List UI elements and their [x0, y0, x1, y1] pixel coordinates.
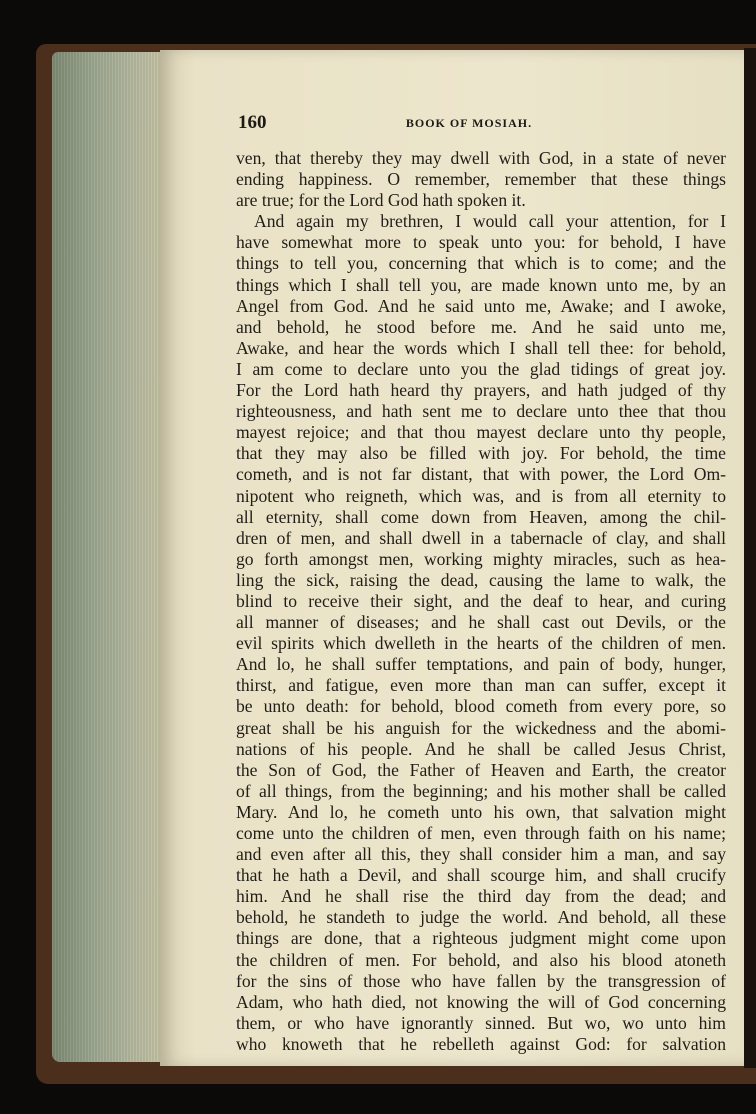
text-line: for the sins of those who have fallen by the transgression of — [236, 970, 726, 991]
text-line: nations of his people. And he shall be called Jesus Christ, — [236, 738, 726, 759]
running-head: BOOK OF MOSIAH. — [405, 116, 533, 130]
text-line: all manner of diseases; and he shall cast out Devils, or the — [236, 612, 726, 633]
text-line: Angel from God. And he said unto me, Awake; and I awoke, — [236, 295, 726, 316]
text-line: Awake, and hear the words which I shall tell thee: for behold, — [236, 337, 726, 358]
text-line: ling the sick, raising the dead, causing the lame to walk, the — [236, 569, 726, 590]
text-line: who knoweth that he rebelleth against God: for salvation — [236, 1033, 726, 1054]
page-edges — [52, 52, 164, 1062]
text-line: evil spirits which dwelleth in the hearts of the children of men. — [236, 633, 726, 654]
text-line: of all things, from the beginning; and his mother shall be called — [236, 780, 726, 801]
text-line: mayest rejoice; and that thou mayest declare unto thy people, — [236, 422, 726, 443]
text-line: things which I shall tell you, are made known unto me, by an — [236, 274, 726, 295]
text-line: great shall be his anguish for the wickedness and the abomi- — [236, 717, 726, 738]
text-line: things to tell you, concerning that which is to come; and the — [236, 253, 726, 274]
text-line: come unto the children of men, even through faith on his name; — [236, 823, 726, 843]
text-line: And again my brethren, I would call your attention, for I — [254, 211, 726, 232]
text-line: the Son of God, the Father of Heaven and Earth, the creator — [236, 759, 726, 780]
text-line: are true; for the Lord God hath spoken it. — [236, 190, 526, 211]
text-line: dren of men, and shall dwell in a tabernacle of clay, and shall — [236, 527, 726, 548]
text-line: Adam, who hath died, not knowing the will of God concerning — [236, 991, 726, 1012]
text-line: behold, he standeth to judge the world. And behold, all these — [236, 907, 726, 928]
text-line: cometh, and is not far distant, that with power, the Lord Om- — [236, 464, 726, 485]
text-line: have somewhat more to speak unto you: for behold, I have — [236, 232, 726, 253]
text-line: them, or who have ignorantly sinned. But wo, wo unto him — [236, 1012, 726, 1033]
body-text — [236, 148, 726, 1055]
text-line: ven, that thereby they may dwell with God, in a state of never — [236, 148, 726, 168]
text-line: be unto death: for behold, blood cometh from every pore, so — [236, 696, 726, 717]
text-line: I am come to declare unto you the glad tidings of great joy. — [236, 358, 726, 379]
text-line: that he hath a Devil, and shall scourge him, and shall crucify — [236, 865, 726, 886]
text-line: Mary. And lo, he cometh unto his own, that salvation might — [236, 801, 726, 822]
text-line: and behold, he stood before me. And he said unto me, — [236, 316, 726, 337]
text-line: and even after all this, they shall consider him a man, and say — [236, 844, 726, 865]
text-line: things are done, that a righteous judgment might come upon — [236, 928, 726, 949]
text-line: go forth amongst men, working mighty miracles, such as hea- — [236, 548, 726, 569]
page-header — [238, 112, 740, 136]
text-line: him. And he shall rise the third day from the dead; and — [236, 886, 726, 907]
text-line: For the Lord hath heard thy prayers, and hath judged of thy — [236, 380, 726, 401]
page-number: 160 — [238, 112, 267, 133]
gutter-shadow — [744, 48, 756, 1068]
text-line: the children of men. For behold, and also his blood atoneth — [236, 949, 726, 970]
text-line: thirst, and fatigue, even more than man can suffer, except it — [236, 675, 726, 696]
text-line: And lo, he shall suffer temptations, and pain of body, hunger, — [236, 654, 726, 675]
text-line: that they may also be filled with joy. For behold, the time — [236, 443, 726, 464]
text-line: righteousness, and hath sent me to declare unto thee that thou — [236, 401, 726, 422]
text-line: all eternity, shall come down from Heaven, among the chil- — [236, 506, 726, 527]
text-line: nipotent who reigneth, which was, and is from all eternity to — [236, 485, 726, 506]
text-line: ending happiness. O remember, remember that these things — [236, 169, 726, 190]
text-line: blind to receive their sight, and the deaf to hear, and curing — [236, 590, 726, 611]
